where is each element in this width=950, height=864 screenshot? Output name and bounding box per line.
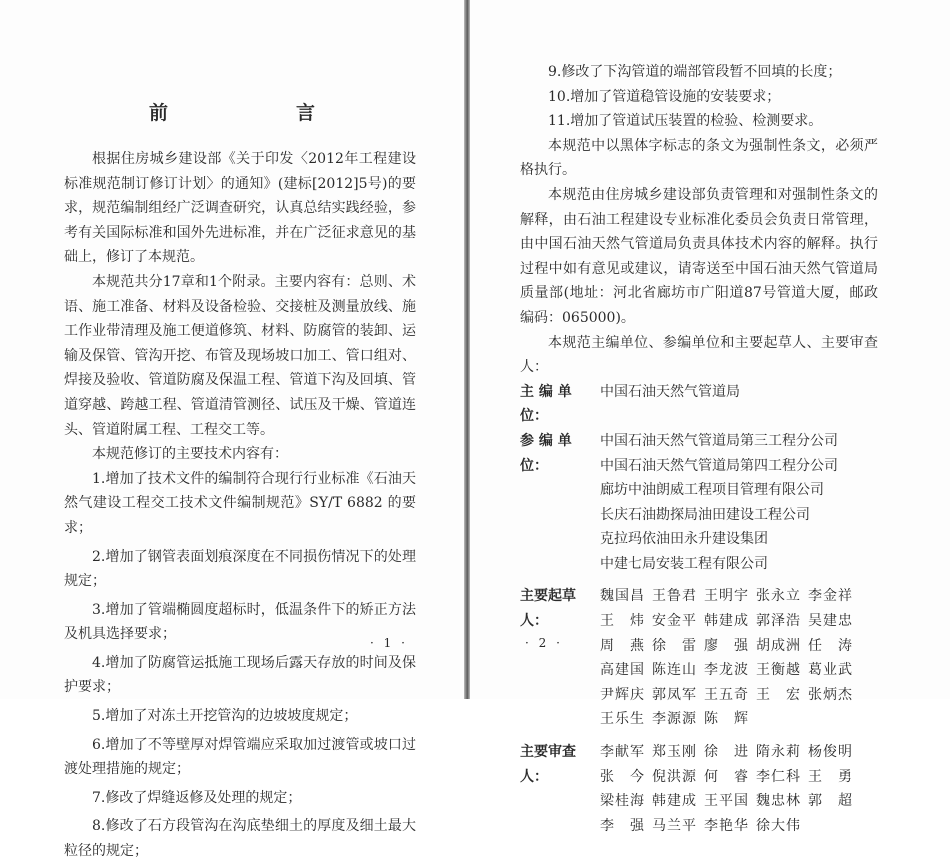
drafter-name: 郭凤军 [652,686,697,703]
paragraph: 根据住房城乡建设部《关于印发〈2012年工程建设标准规范制订修订计划〉的通知》(建标[2012]5号)的要求，规范编制组经广泛调查研究，认真总结实践经验，参考有关国际标准和国外先进标准，并在广泛征求意见的基础上，修订了本规范。 [64,151,416,266]
drafter-name: 魏国昌 [600,588,645,605]
reviewer-name: 徐大伟 [756,817,801,834]
reviewer-name: 徐 进 [704,744,749,761]
participating-unit: 廊坊中油朗威工程项目管理有限公司 [600,482,824,499]
reviewer-name: 郭 超 [808,793,853,810]
paragraph: 本规范共分17章和1个附录。主要内容有：总则、术语、施工准备、材料及设备检验、交接桩及测量放线、施工作业带清理及施工便道修筑、材料、防腐管的装卸、运输及保管、管沟开挖、布管及现场坡口加工、管口组对、焊接及验收、管道防腐及保温工程、管道下沟及回填、管道穿越、跨越工程、管道清管测径、试压及干燥、管道连头、管道附属工程、工程交工等。 [64,273,416,438]
list-item: 8.修改了石方段管沟在沟底垫细土的厚度及细土最大粒径的规定； [64,818,416,860]
chief-editor-label: 主 编 单 位： [520,383,572,425]
drafter-name: 王衡越 [756,662,801,679]
reviewer-name: 李献军 [600,744,645,761]
drafter-name: 陈 辉 [704,711,749,728]
drafter-name [808,707,860,732]
reviewer-name: 李艳华 [704,817,749,834]
reviewer-name: 王平国 [704,793,749,810]
drafter-name: 王五奇 [704,686,749,703]
list-item: 9.修改了下沟管道的端部管段暂不回填的长度； [548,64,842,80]
list-item: 10.增加了管道稳管设施的安装要求； [548,88,781,105]
paragraph: 本规范由住房城乡建设部负责管理和对强制性条文的解释，由石油工程建设专业标准化委员会负责日常管理，由中国石油天然气管道局负责具体技术内容的解释。执行过程中如有意见或建议，请寄送至中国石油天然气管道局质量部(地址：河北省廊坊市广阳道87号管道大厦，邮政编码：065000)。 [520,186,878,326]
list-item: 11.增加了管道试压装置的检验、检测要求。 [548,113,823,130]
drafter-name: 葛业武 [808,662,853,679]
list-item: 3.增加了管端椭圆度超标时，低温条件下的矫正方法及机具选择要求； [64,601,416,643]
drafter-name: 王明宇 [704,588,749,605]
drafter-name: 陈连山 [652,662,697,679]
reviewer-name: 隋永莉 [756,744,801,761]
reviewer-name: 倪洪源 [652,768,697,785]
reviewer-name: 李仁科 [756,768,801,785]
participating-unit: 中建七局安装工程有限公司 [600,555,768,572]
reviewer-name: 郑玉刚 [652,744,697,761]
reviewer-name: 杨俊明 [808,744,853,761]
drafters-row [520,584,878,732]
drafter-name: 王乐生 [600,711,645,728]
list-item: 1.增加了技术文件的编制符合现行行业标准《石油天然气建设工程交工技术文件编制规范》SY/T 6882 的要求； [64,470,416,536]
drafter-name: 韩建成 [704,613,749,630]
participating-unit: 克拉玛依油田永升建设集团 [600,531,768,548]
drafter-name: 高建国 [600,662,645,679]
list-item: 5.增加了对冻土开挖管沟的边坡坡度规定； [92,708,358,725]
reviewer-name: 魏忠林 [756,793,801,810]
participating-units-list [600,429,878,577]
page-number: · 1 · [370,636,408,650]
drafter-name: 王鲁君 [652,588,697,605]
reviewers-label: 主要审查人： [520,744,576,785]
participating-units-row [520,429,878,577]
drafter-name: 王 宏 [756,686,801,703]
drafter-name: 王 炜 [600,613,645,630]
paragraph: 本规范中以黑体字标志的条文为强制性条文，必须严格执行。 [520,137,878,179]
right-page-text [520,60,878,838]
drafter-name: 尹辉庆 [600,686,645,703]
drafter-name: 张炳杰 [808,686,853,703]
chief-editor-row [520,380,878,429]
drafter-name: 李龙波 [704,662,749,679]
reviewer-name: 马兰平 [652,817,697,834]
drafter-name: 李源源 [652,711,697,728]
participating-unit: 中国石油天然气管道局第四工程分公司 [600,457,838,474]
drafter-name: 李金祥 [808,588,853,605]
drafter-name: 周 燕 [600,637,645,654]
list-item: 4.增加了防腐管运抵施工现场后露天存放的时间及保护要求； [64,654,416,696]
list-item: 6.增加了不等壁厚对焊管端应采取加过渡管或坡口过渡处理措施的规定； [64,736,416,778]
page-number: · 2 · [525,636,563,650]
drafters-grid [600,584,860,732]
drafter-name: 廖 强 [704,637,749,654]
drafter-name: 张永立 [756,588,801,605]
drafter-name: 吴建忠 [808,613,853,630]
participating-unit: 长庆石油勘探局油田建设工程公司 [600,506,810,523]
drafter-name [756,707,808,732]
reviewers-row [520,740,878,838]
drafters-label: 主要起草人： [520,588,576,630]
participating-unit: 中国石油天然气管道局第三工程分公司 [600,432,838,449]
left-page-text [64,147,416,864]
page-title: 前 言 [148,102,345,124]
list-item: 7.修改了焊缝返修及处理的规定； [92,789,302,806]
drafter-name: 郭泽浩 [756,613,801,630]
drafter-name: 徐 雷 [652,637,697,654]
reviewer-name: 张 今 [600,768,645,785]
chief-editor-unit: 中国石油天然气管道局 [600,383,740,400]
list-item: 2.增加了钢管表面划痕深度在不同损伤情况下的处理规定； [64,548,416,590]
paragraph: 本规范主编单位、参编单位和主要起草人、主要审查人： [520,334,878,376]
reviewers-grid [600,740,860,838]
reviewer-name: 梁桂海 [600,793,645,810]
reviewer-name: 李 强 [600,817,645,834]
drafter-name: 安金平 [652,613,697,630]
participating-units-label: 参 编 单 位： [520,432,572,474]
reviewer-name [808,814,860,839]
reviewer-name: 韩建成 [652,793,697,810]
drafter-name: 胡成洲 [756,637,801,654]
paragraph: 本规范修订的主要技术内容有： [92,446,288,463]
reviewer-name: 王 勇 [808,768,853,785]
reviewer-name: 何 睿 [704,768,749,785]
drafter-name: 任 涛 [808,637,853,654]
